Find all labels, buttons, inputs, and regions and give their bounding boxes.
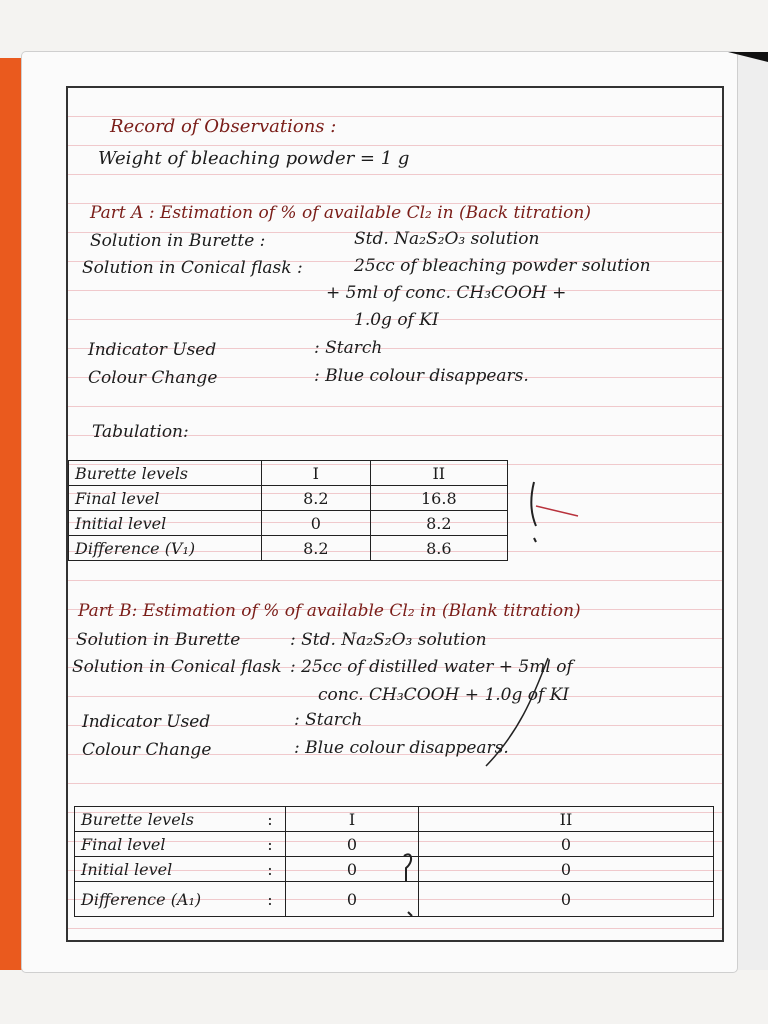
table-row xyxy=(75,807,714,832)
table-cell: Difference (V₁) xyxy=(69,536,262,561)
table-cell: Difference (A₁) xyxy=(75,882,256,917)
table-cell: 0 xyxy=(419,882,714,917)
tabulation-label: Tabulation: xyxy=(92,422,189,442)
part-b-burette-label: Solution in Burette xyxy=(76,630,241,650)
part-a-colour-label: Colour Change xyxy=(88,368,218,388)
part-a-burette-label: Solution in Burette : xyxy=(90,231,266,251)
part-a-colour-value: : Blue colour disappears. xyxy=(314,366,529,386)
page-frame xyxy=(66,86,724,942)
page-edge xyxy=(738,52,768,970)
check-mark-icon xyxy=(520,478,590,548)
part-b-indicator-label: Indicator Used xyxy=(82,712,211,732)
table-header: I xyxy=(262,461,371,486)
part-a-burette-value: Std. Na₂S₂O₃ solution xyxy=(354,229,540,249)
correction-slash-icon xyxy=(478,648,558,778)
part-b-burette-value: : Std. Na₂S₂O₃ solution xyxy=(290,630,487,650)
table-cell: Initial level xyxy=(75,857,256,882)
part-a-table xyxy=(68,460,508,561)
table-cell: : xyxy=(255,832,286,857)
table-cell: 0 xyxy=(286,882,419,917)
table-header: II xyxy=(419,807,714,832)
weight-line: Weight of bleaching powder = 1 g xyxy=(98,148,410,169)
part-a-heading: Part A : Estimation of % of available Cl₂ in (Back titration) xyxy=(90,203,591,223)
table-cell: Initial level xyxy=(69,511,262,536)
part-b-flask-value-2: conc. CH₃COOH + 1.0g of KI xyxy=(318,685,570,705)
table-row xyxy=(69,486,508,511)
table-cell: : xyxy=(255,857,286,882)
table-cell: 8.6 xyxy=(370,536,507,561)
part-a-indicator-value: : Starch xyxy=(314,338,383,358)
table-cell: 0 xyxy=(262,511,371,536)
part-b-heading: Part B: Estimation of % of available Cl₂ in (Blank titration) xyxy=(78,601,581,621)
table-header: Burette levels xyxy=(69,461,262,486)
table-cell: 0 xyxy=(419,857,714,882)
table-row xyxy=(69,511,508,536)
part-b-flask-value-1: : 25cc of distilled water + 5ml of xyxy=(290,657,573,677)
table-header: II xyxy=(370,461,507,486)
part-a-flask-value-3: 1.0g of KI xyxy=(354,310,439,330)
table-cell: Final level xyxy=(69,486,262,511)
table-cell: : xyxy=(255,882,286,917)
table-header: I xyxy=(286,807,419,832)
table-cell: 8.2 xyxy=(262,486,371,511)
table-cell: 8.2 xyxy=(262,536,371,561)
part-b-colour-label: Colour Change xyxy=(82,740,212,760)
table-header: : xyxy=(255,807,286,832)
part-a-flask-value-1: 25cc of bleaching powder solution xyxy=(354,256,651,276)
table-cell: 0 xyxy=(419,832,714,857)
part-a-flask-label: Solution in Conical flask : xyxy=(82,258,303,278)
page-corner xyxy=(728,52,768,62)
table-cell: 16.8 xyxy=(370,486,507,511)
part-a-flask-value-2: + 5ml of conc. CH₃COOH + xyxy=(326,283,567,303)
table-cell: 0 xyxy=(286,832,419,857)
table-row xyxy=(69,536,508,561)
check-mark-icon xyxy=(390,850,430,930)
table-cell: 0 xyxy=(286,857,419,882)
part-b-flask-label: Solution in Conical flask xyxy=(72,657,282,677)
part-a-indicator-label: Indicator Used xyxy=(88,340,217,360)
part-b-colour-value: : Blue colour disappears. xyxy=(294,738,509,758)
part-b-indicator-value: : Starch xyxy=(294,710,363,730)
table-cell: Final level xyxy=(75,832,256,857)
table-cell: 8.2 xyxy=(370,511,507,536)
page-title: Record of Observations : xyxy=(110,116,337,137)
table-row xyxy=(69,461,508,486)
table-header: Burette levels xyxy=(75,807,256,832)
